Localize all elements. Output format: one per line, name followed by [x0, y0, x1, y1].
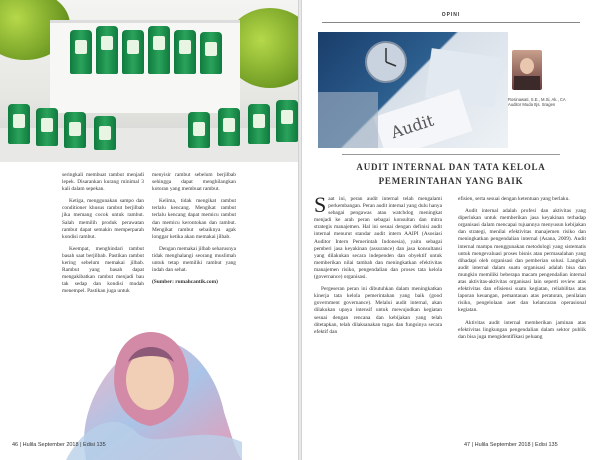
audit-photo — [318, 32, 508, 148]
author-caption — [508, 97, 566, 107]
author-role: Auditor Muda Itjs. Sragen — [508, 102, 556, 107]
page-number-right: 47 | Hulila September 2018 | Edisi 135 — [464, 442, 558, 448]
paragraph: Dengan memakai jilbab seharusnya tidak menghalangi seorang muslimah untuk tetap memiliki rambut yang indah dan sehat. — [152, 245, 236, 274]
paragraph: Ketiga, menggunakan sampo dan conditioner khusus rambut berjilbab jika memang cocok untuk rambut. Salah memilih produk perawatan rambut dapat semakin memperparah kondisi rambut. — [62, 198, 144, 240]
author-name: Rosinawati, S.E., M.Si, Ak., CA — [508, 97, 566, 102]
drop-cap: S — [314, 192, 327, 217]
paragraph: Audit internal adalah profesi dan aktivitas yang diperlukan untuk memberikan jasa keyakinan terhadap organisasi dalam mencapai tujuannya menyusun kebijakan dan strategi, menilai efektivitas manajemen risiko dan meningkatkan pengendalian internal (Asana, 2009). Audit internal mampu menggunakan metodologi yang sistematis untuk mengevaluasi proses bisnis atau permasalahan yang dihadapi oleh organisasi dan pemberian solusi. Langkah audit internal dalam suatu organisasi adalah bisa dan mungkin memiliki beberapa macam pengendalian internal atas aktivitas-aktivitas organisasi lain seperti review atas efektivitas dan efisiensi suatu kegiatan, reliabilitas atas laporan keuangan, pemantauan atas peraturan, penilaian risiko, pengelolaan aset dan kelancaran operasional kegiatan. — [458, 208, 586, 314]
section-label: OPINI — [441, 12, 461, 18]
right-page — [302, 0, 600, 460]
section-rule — [322, 22, 580, 23]
paragraph: Keempat, menghindari rambut basah saat berjilbab. Pastikan rambut kering sebelum memakai jilbab. Rambut yang basah dapat mengakibatkan rambut menjadi bau tak sedap dan kondisi mudah menempel. Pastikan juga untuk — [62, 245, 144, 295]
source-credit: (Sumber: rumahcantik.com) — [152, 279, 218, 286]
right-column-1 — [314, 192, 442, 341]
author-photo — [512, 50, 542, 90]
paragraph: Pergeseran peran ini dibutuhkan dalam meningkatkan kinerja tata kelola pemerintahan yang baik (good government governance). Melalui audit internal, akan dilakukan upaya intensif untuk mewujudkan kegiatan sesuai dengan rencana dan kebijakan yang telah ditetapkan, telah dilaksanakan tugas dan fungsinya secara efektif dan — [314, 286, 442, 335]
model-photo — [46, 302, 242, 460]
paragraph: Kelima, tidak mengikat rambut terlalu kencang. Mengikat rambut terlalu kencang dapat memicu rambut dan memicu kerontokan dan rambut. Mengikat rambut sebaiknya agak longgar ketika akan memakai jilbab. — [152, 198, 236, 240]
left-column-1 — [62, 172, 144, 301]
paragraph: efisien, serta sesuai dengan ketentuan yang berlaku. — [458, 196, 570, 202]
paragraph: seringkali membuat rambut menjadi lepek. Disarankan kurang minimal 3 kali dalam sepekan. — [62, 172, 144, 193]
page-number-left: 46 | Hulila September 2018 | Edisi 135 — [12, 442, 106, 448]
svg-text:Audit: Audit — [388, 110, 436, 143]
title-rule-top — [342, 154, 560, 155]
left-page — [0, 0, 298, 460]
right-column-2 — [458, 196, 586, 346]
paragraph: menyisir rambut sebelum berjilbab sehingga dapat menghilangkan kotoran yang membuat rambut. — [152, 172, 236, 193]
article-title-line-1: AUDIT INTERNAL DAN TATA KELOLA — [356, 162, 546, 172]
product-photo — [0, 0, 298, 162]
paragraph: Aktivitas audit internal memberikan jaminan atas efektivitas lingkungan pengendalian dalam sektor publik dan bisa juga mengidentifikasi peluang — [458, 319, 586, 340]
hijab-model-illustration — [46, 302, 242, 460]
left-column-2 — [152, 172, 236, 291]
paragraph: aat ini, peran audit internal telah mengalami perkembangan. Peran audit internal yang dulu hanya sebagai pengawas atau watchdog meningkat menjadi ke arah peran sebagai konsultan dan mitra strategis manajemen. Hal ini sesuai dengan definisi audit internal menurut standar audit intern AAIPI (Asosiasi Auditor Intern Pemerintah Indonesia), yaitu sebagai pemberi jasa keyakinan (assurance) dan jasa konsultansi yang dilakukan secara independen dan obyektif untuk memberikan nilai tambah dan meningkatkan efektivitas manajemen risiko, pengendalian dan proses tata kelola (governance) organisasi. — [314, 196, 442, 281]
article-title-line-2: PEMERINTAHAN YANG BAIK — [378, 176, 524, 186]
